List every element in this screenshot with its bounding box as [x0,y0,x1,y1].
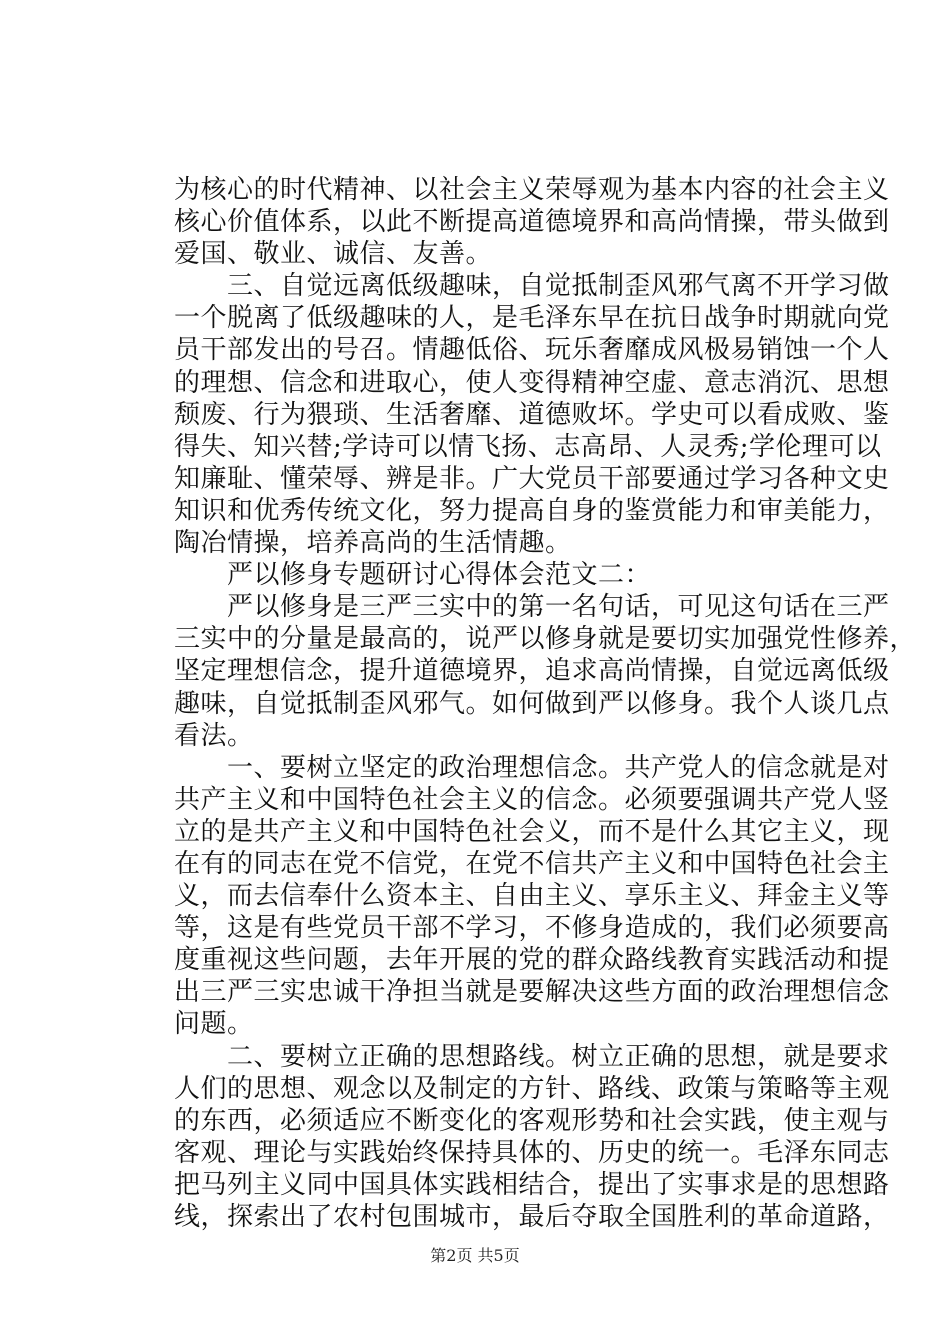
text-line: 共产主义和中国特色社会主义的信念。必须要强调共产党人竖 [174,784,890,815]
text-line: 问题。 [174,1009,254,1040]
text-line: 立的是共产主义和中国特色社会义，而不是什么其它主义，现 [174,816,890,847]
text-line: 陶冶情操，培养高尚的生活情趣。 [174,528,572,559]
text-line: 把马列主义同中国具体实践相结合，提出了实事求是的思想路 [174,1169,890,1200]
text-line: 度重视这些问题，去年开展的党的群众路线教育实践活动和提 [174,945,890,976]
text-line: 严以修身是三严三实中的第一名句话，可见这句话在三严 [174,592,890,623]
text-line: 坚定理想信念，提升道德境界，追求高尚情操，自觉远离低级 [174,656,890,687]
text-line: 在有的同志在党不信党，在党不信共产主义和中国特色社会主 [174,848,890,879]
text-line: 等，这是有些党员干部不学习，不修身造成的，我们必须要高 [174,913,890,944]
text-line: 一、要树立坚定的政治理想信念。共产党人的信念就是对 [174,752,890,783]
text-line: 三、自觉远离低级趣味，自觉抵制歪风邪气离不开学习做 [174,271,890,302]
text-line: 严以修身专题研讨心得体会范文二： [174,560,652,591]
text-line: 趣味，自觉抵制歪风邪气。如何做到严以修身。我个人谈几点 [174,688,890,719]
text-line: 的东西，必须适应不断变化的客观形势和社会实践，使主观与 [174,1105,890,1136]
text-line: 爱国、敬业、诚信、友善。 [174,239,493,270]
text-line: 核心价值体系，以此不断提高道德境界和高尚情操，带头做到 [174,207,890,238]
text-line: 客观、理论与实践始终保持具体的、历史的统一。毛泽东同志 [174,1137,890,1168]
text-line: 人们的思想、观念以及制定的方针、路线、政策与策略等主观 [174,1073,890,1104]
text-line: 线，探索出了农村包围城市，最后夺取全国胜利的革命道路， [174,1202,890,1232]
text-line: 员干部发出的号召。情趣低俗、玩乐奢靡成风极易销蚀一个人 [174,335,890,366]
text-line: 二、要树立正确的思想路线。树立正确的思想，就是要求 [174,1041,890,1072]
text-line: 一个脱离了低级趣味的人，是毛泽东早在抗日战争时期就向党 [174,303,890,334]
text-line: 义，而去信奉什么资本主、自由主义、享乐主义、拜金主义等 [174,881,890,912]
body-text [174,174,917,1233]
text-line: 的理想、信念和进取心，使人变得精神空虚、意志消沉、思想 [174,367,890,398]
text-line: 看法。 [174,720,254,751]
text-line: 得失、知兴替;学诗可以情飞扬、志高昂、人灵秀;学伦理可以 [174,431,882,462]
text-line: 知识和优秀传统文化，努力提高自身的鉴赏能力和审美能力， [174,495,890,526]
text-line: 三实中的分量是最高的，说严以修身就是要切实加强党性修养， [174,624,917,655]
text-line: 为核心的时代精神、以社会主义荣辱观为基本内容的社会主义 [174,175,890,205]
text-line: 出三严三实忠诚干净担当就是要解决这些方面的政治理想信念 [174,977,890,1008]
text-line: 知廉耻、懂荣辱、辨是非。广大党员干部要通过学习各种文史 [174,463,890,494]
text-line: 颓废、行为猥琐、生活奢靡、道德败坏。学史可以看成败、鉴 [174,399,890,430]
page-footer: 第2页 共5页 [430,1246,520,1265]
